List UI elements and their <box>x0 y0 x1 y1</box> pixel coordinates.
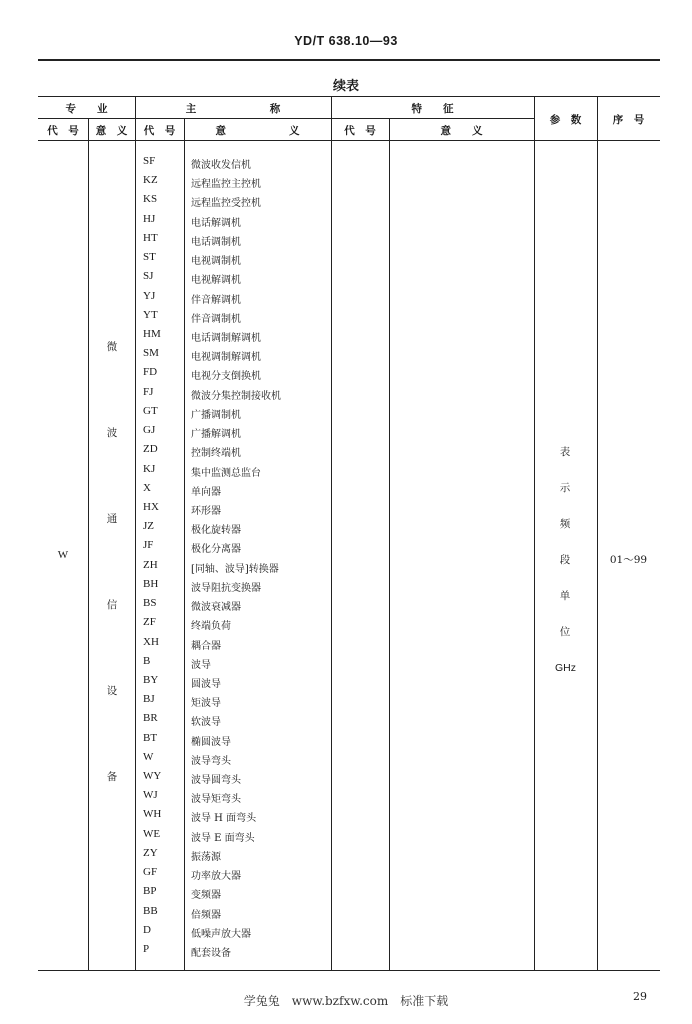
row-code: BY <box>143 674 159 686</box>
row-code: ZH <box>143 559 158 571</box>
header-main-code: 代 号 <box>143 125 176 137</box>
row-meaning: 电话调制机 <box>191 237 241 248</box>
parameter-char: 频 <box>559 518 571 530</box>
row-meaning: 伴音调制机 <box>191 314 241 325</box>
row-meaning: 远程监控主控机 <box>191 179 261 190</box>
col-divider-1 <box>88 118 89 970</box>
row-code: FJ <box>143 386 154 398</box>
row-meaning: 极化旋转器 <box>191 525 241 536</box>
header-feature: 特 征 <box>411 103 454 115</box>
row-code: YJ <box>143 290 156 302</box>
row-code: WE <box>143 828 161 840</box>
row-meaning: 低噪声放大器 <box>191 929 251 940</box>
parameter-char: 位 <box>559 626 571 638</box>
col-divider-7 <box>597 96 598 970</box>
row-code: XH <box>143 636 159 648</box>
header-main-meaning: 意 义 <box>215 125 300 137</box>
row-code: BB <box>143 905 158 917</box>
row-code: WJ <box>143 789 158 801</box>
specialty-char: 设 <box>106 685 118 697</box>
row-code: HJ <box>143 213 156 225</box>
row-meaning: 配套设备 <box>191 948 231 959</box>
footer-watermark: 学兔兔 www.bzfxw.com 标准下载 <box>243 994 449 1008</box>
row-code: BJ <box>143 693 155 705</box>
row-meaning: 微波衰减器 <box>191 602 241 613</box>
row-meaning: 波导 <box>191 660 211 671</box>
specialty-char: 信 <box>106 599 118 611</box>
row-code: P <box>143 943 150 955</box>
row-code: KZ <box>143 174 158 186</box>
row-code: GJ <box>143 424 156 436</box>
row-meaning: 远程监控受控机 <box>191 198 261 209</box>
header-mid-rule-left <box>38 118 534 119</box>
col-divider-5 <box>389 118 390 970</box>
row-meaning: 倍频器 <box>191 910 221 921</box>
row-code: ZF <box>143 616 156 628</box>
parameter-char: 段 <box>559 554 571 566</box>
row-meaning: 极化分离器 <box>191 544 241 555</box>
row-meaning: 变频器 <box>191 890 221 901</box>
header-specialty: 专 业 <box>65 103 108 115</box>
row-code: BH <box>143 578 159 590</box>
row-meaning: 广播解调机 <box>191 429 241 440</box>
header-bottom-rule <box>38 140 660 141</box>
row-code: GF <box>143 866 158 878</box>
header-feature-code: 代 号 <box>344 125 376 137</box>
row-meaning: 波导 E 面弯头 <box>191 833 255 844</box>
row-meaning: [同轴、波导]转换器 <box>191 564 279 575</box>
row-code: B <box>143 655 151 667</box>
row-meaning: 电视调制解调机 <box>191 352 261 363</box>
row-code: BT <box>143 732 158 744</box>
specialty-char: 备 <box>106 771 118 783</box>
header-feature-meaning: 意 义 <box>440 125 483 137</box>
row-code: X <box>143 482 151 494</box>
col-divider-3 <box>184 118 185 970</box>
row-meaning: 微波分集控制接收机 <box>191 391 281 402</box>
row-meaning: 波导矩弯头 <box>191 794 241 805</box>
row-meaning: 微波收发信机 <box>191 160 251 171</box>
header-main-name: 主 称 <box>185 103 281 115</box>
row-code: SJ <box>143 270 154 282</box>
header-rule <box>38 59 660 61</box>
row-meaning: 终端负荷 <box>191 621 231 632</box>
row-code: JZ <box>143 520 154 532</box>
row-code: BR <box>143 712 158 724</box>
row-meaning: 波导阻抗变换器 <box>191 583 261 594</box>
row-code: HM <box>143 328 161 340</box>
row-code: YT <box>143 309 158 321</box>
row-meaning: 波导弯头 <box>191 756 231 767</box>
row-meaning: 集中监测总监台 <box>191 468 261 479</box>
col-divider-2 <box>135 96 136 970</box>
row-meaning: 电话解调机 <box>191 218 241 229</box>
specialty-char: 通 <box>106 513 118 525</box>
row-meaning: 振荡源 <box>191 852 221 863</box>
table-top-border <box>38 96 660 97</box>
specialty-char: 波 <box>106 427 118 439</box>
row-meaning: 广播调制机 <box>191 410 241 421</box>
row-code: ZD <box>143 443 158 455</box>
row-meaning: 控制终端机 <box>191 448 241 459</box>
row-code: D <box>143 924 151 936</box>
col-divider-4 <box>331 96 332 970</box>
row-meaning: 耦合器 <box>191 641 221 652</box>
col-divider-6 <box>534 96 535 970</box>
row-meaning: 伴音解调机 <box>191 295 241 306</box>
row-code: GT <box>143 405 158 417</box>
row-code: HT <box>143 232 158 244</box>
row-meaning: 波导圆弯头 <box>191 775 241 786</box>
row-meaning: 电视解调机 <box>191 275 241 286</box>
table-caption: 续表 <box>332 79 359 94</box>
row-code: ST <box>143 251 156 263</box>
row-meaning: 电视分支倒换机 <box>191 371 261 382</box>
row-meaning: 软波导 <box>191 717 221 728</box>
page-number: 29 <box>633 990 647 1003</box>
row-meaning: 环形器 <box>191 506 221 517</box>
row-code: BS <box>143 597 157 609</box>
row-code: ZY <box>143 847 158 859</box>
row-code: KS <box>143 193 158 205</box>
row-code: SM <box>143 347 159 359</box>
row-code: W <box>143 751 154 763</box>
row-code: HX <box>143 501 159 513</box>
table-bottom-border <box>38 970 660 971</box>
header-serial: 序 号 <box>612 114 645 126</box>
parameter-char: 单 <box>559 590 571 602</box>
row-meaning: 圆波导 <box>191 679 221 690</box>
row-meaning: 矩波导 <box>191 698 221 709</box>
row-code: WY <box>143 770 162 782</box>
header-specialty-code: 代 号 <box>47 125 79 137</box>
row-code: SF <box>143 155 156 167</box>
row-meaning: 单向器 <box>191 487 221 498</box>
parameter-char: 示 <box>559 482 571 494</box>
row-meaning: 波导 H 面弯头 <box>191 813 257 824</box>
row-code: BP <box>143 885 157 897</box>
parameter-unit: GHz <box>555 662 576 674</box>
row-meaning: 电视调制机 <box>191 256 241 267</box>
specialty-code: W <box>57 549 69 561</box>
row-meaning: 电话调制解调机 <box>191 333 261 344</box>
specialty-char: 微 <box>106 341 118 353</box>
serial-range: 01～99 <box>609 554 648 566</box>
parameter-char: 表 <box>559 446 571 458</box>
row-code: JF <box>143 539 154 551</box>
header-parameter: 参 数 <box>549 114 582 126</box>
row-code: KJ <box>143 463 156 475</box>
row-code: WH <box>143 808 162 820</box>
row-meaning: 椭圆波导 <box>191 737 231 748</box>
header-specialty-meaning: 意 义 <box>95 125 128 137</box>
row-meaning: 功率放大器 <box>191 871 241 882</box>
row-code: FD <box>143 366 158 378</box>
document-code: YD/T 638.10—93 <box>294 34 398 48</box>
